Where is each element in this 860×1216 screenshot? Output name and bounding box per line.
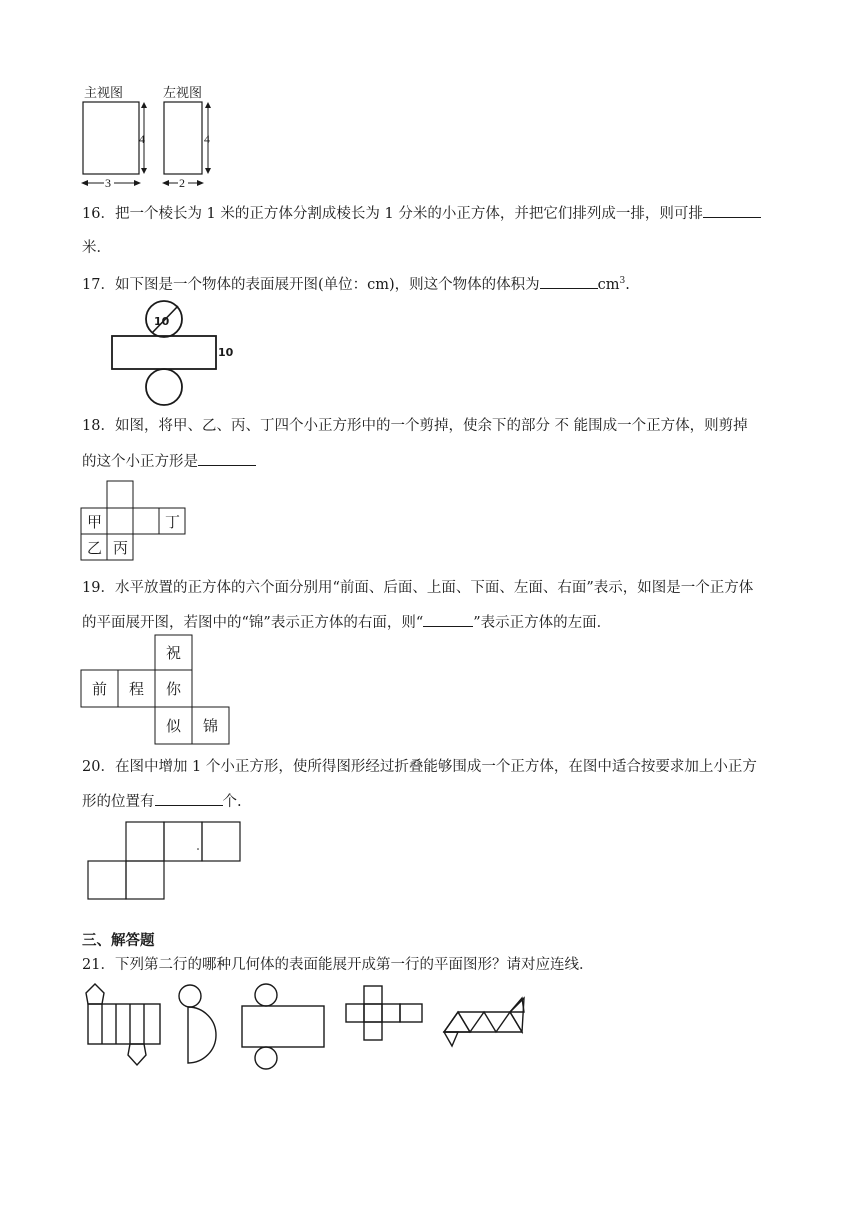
q18-net-figure — [80, 480, 190, 562]
q19-net-figure — [80, 634, 232, 746]
circle-diameter-label: 10 — [154, 315, 170, 328]
cell-cheng: 程 — [129, 680, 145, 698]
rect-height-label: 10 — [218, 346, 234, 359]
q17-unit: cm — [597, 276, 620, 293]
cell-ni: 你 — [166, 680, 182, 698]
cell-jia: 甲 — [87, 513, 103, 531]
q17-end: . — [625, 276, 630, 293]
q18-line1: 18．如图，将甲、乙、丙、丁四个小正方形中的一个剪掉，使余下的部分 不 能围成一个正方体，则剪掉 — [82, 418, 748, 434]
q20-text-a: 形的位置有 — [82, 794, 155, 810]
cylinder-net — [242, 984, 324, 1069]
q20-text-b: 个. — [222, 794, 242, 810]
q20-net-figure — [86, 820, 244, 902]
cone-net — [179, 985, 216, 1063]
q16-answer-blank — [703, 203, 761, 218]
cylinder-net-figure — [108, 298, 248, 410]
cell-bing: 丙 — [113, 539, 129, 557]
q18-text: 的这个小正方形是 — [82, 454, 198, 470]
section-3-title: 三、解答题 — [82, 932, 155, 949]
pentagonal-prism-net — [86, 984, 160, 1065]
q18-line2 — [82, 451, 256, 472]
bottom-circle — [146, 369, 182, 405]
cube-net — [346, 986, 422, 1040]
cell-ding: 丁 — [165, 513, 181, 531]
q16-text: 16．把一个棱长为 1 米的正方体分割成棱长为 1 分米的小正方体，并把它们排列成一排，则可排 — [82, 206, 703, 222]
q19-line2 — [82, 612, 611, 633]
left-width-label: 2 — [179, 176, 185, 190]
q16-line1 — [82, 203, 761, 224]
q17-unit-sup: 3 — [619, 276, 626, 286]
left-view-label: 左视图 — [163, 86, 203, 101]
lateral-rect — [112, 336, 216, 369]
q17-answer-blank — [540, 274, 598, 289]
cell-jin: 锦 — [203, 717, 219, 735]
front-view-label: 主视图 — [84, 86, 124, 101]
q17-text: 17．如下图是一个物体的表面展开图(单位：cm)，则这个物体的体积为 — [82, 276, 540, 293]
q21-line: 21．下列第二行的哪种几何体的表面能展开成第一行的平面图形？请对应连线． — [82, 957, 594, 973]
three-view-figure — [78, 80, 228, 192]
q19-text-b: ”表示正方体的左面． — [473, 615, 612, 631]
cell-qian: 前 — [92, 680, 108, 698]
left-view-rect — [164, 102, 202, 174]
q19-line1: 19．水平放置的正方体的六个面分别用“前面、后面、上面、下面、左面、右面”表示，如图是一个正方体 — [82, 580, 754, 596]
q19-text-a: 的平面展开图，若图中的“锦”表示正方体的右面，则“ — [82, 615, 424, 631]
cell-zhu: 祝 — [166, 644, 182, 662]
q19-answer-blank — [423, 612, 473, 627]
q17-line — [82, 271, 630, 295]
cell-si: 似 — [166, 717, 182, 735]
q21-figures — [80, 980, 540, 1072]
front-height-label: 4 — [139, 132, 145, 146]
front-view-rect — [83, 102, 139, 174]
triangle-strip-net — [444, 998, 524, 1046]
q20-line1: 20．在图中增加 1 个小正方形，使所得图形经过折叠能够围成一个正方体，在图中适合按要求加上小正方 — [82, 759, 757, 775]
q18-answer-blank — [198, 451, 256, 466]
left-height-label: 4 — [204, 132, 210, 146]
q20-line2 — [82, 791, 242, 812]
cell-yi: 乙 — [87, 539, 103, 557]
q20-answer-blank — [155, 791, 223, 806]
q16-line2: 米． — [82, 240, 111, 256]
front-width-label: 3 — [105, 176, 111, 190]
